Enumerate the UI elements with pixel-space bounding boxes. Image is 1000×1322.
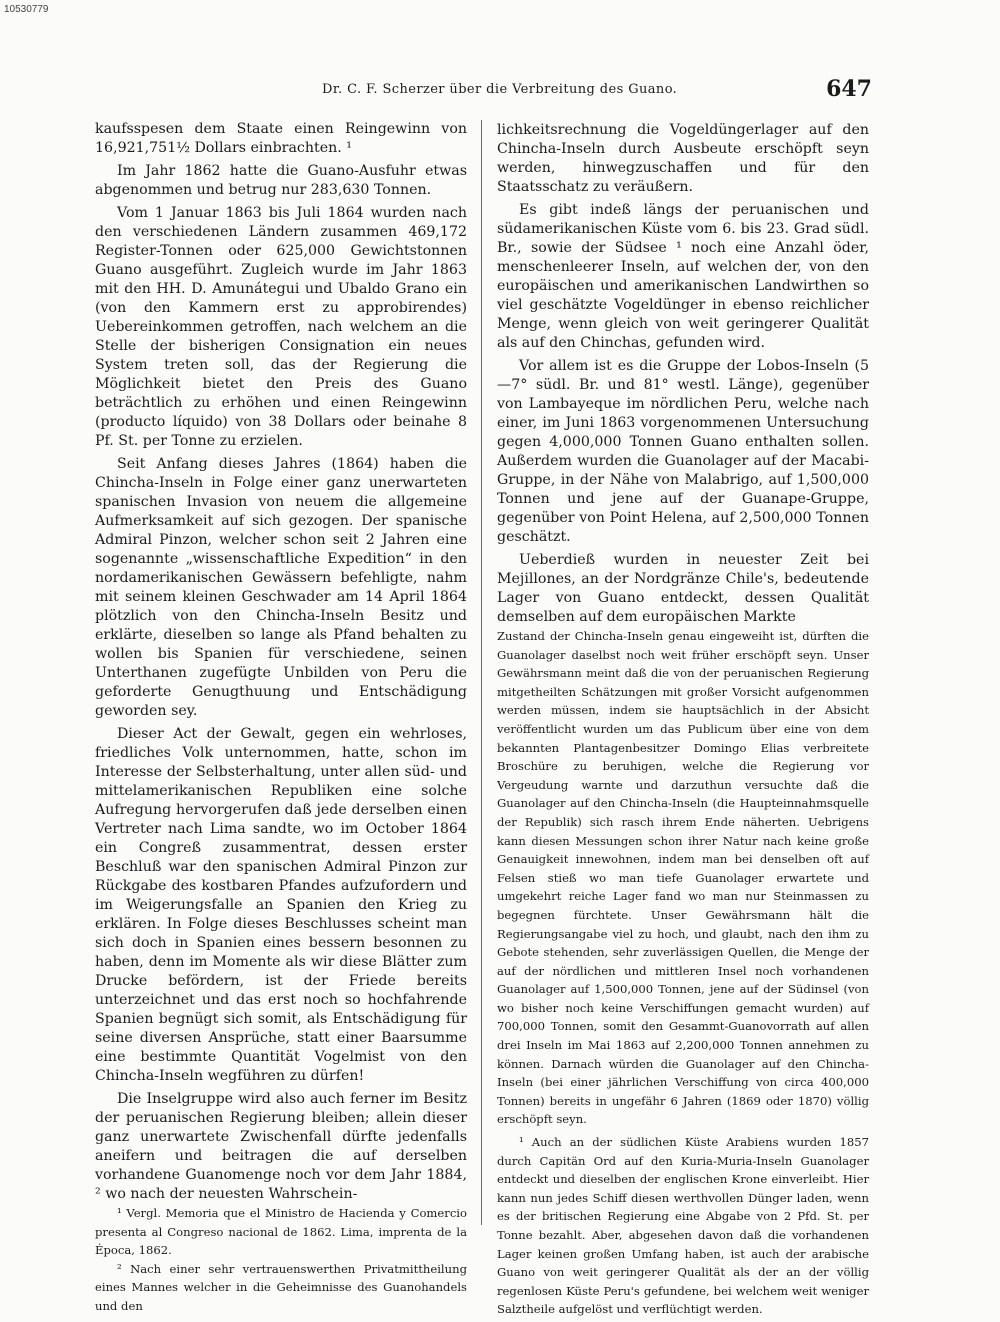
left-footnote-2: ² Nach einer sehr vertrauenswerthen Privatmittheilung eines Mannes welcher in die Geheimnisse des Guanohandels und den [95, 1261, 467, 1313]
right-paragraph-2: Es gibt indeß längs der peruanischen und südamerikanischen Küste vom 6. bis 23. Grad südl. Br., sowie der Südsee ¹ noch eine Anzahl öder, menschenleerer Inseln, auf welchen der, von den europäischen und amerikanischen Landwirthen so viel geschätzte Vogeldünger in ebenso reichlicher Menge, wenn gleich von weit geringerer Qualität als auf den Chinchas, gefunden wird. [497, 202, 869, 351]
left-column [95, 120, 467, 1316]
page-header [90, 76, 880, 102]
left-paragraph-2: Im Jahr 1862 hatte die Guano-Ausfuhr etwas abgenommen und betrug nur 283,630 Tonnen. [95, 163, 467, 198]
left-paragraph-1: kaufsspesen dem Staate einen Reingewinn von 16,921,751½ Dollars einbrachten. ¹ [95, 121, 467, 156]
right-footnote-1: ¹ Auch an der südlichen Küste Arabiens wurden 1857 durch Capitän Ord auf den Kuria-Muria-Inseln Guanolager entdeckt und dieselben der englischen Krone einverleibt. Hier kann nun jedes Schiff diesen werthvollen Dünger laden, wenn es der britischen Regierung eine Abgabe von 2 Pfd. St. per Tonne bezahlt. Aber, abgesehen davon daß die vorhandenen Lager keinen großen Umfang haben, ist auch der arabische Guano von weit geringerer Qualität als der an der völlig regenlosen Küste Peru's gefundene, bei welchem weit weniger Salztheile aufgelöst und verflüchtigt werden. [497, 1135, 869, 1317]
left-paragraph-6: Die Inselgruppe wird also auch ferner im Besitz der peruanischen Regierung bleiben; allein dieser ganz unerwartete Zwischenfall dürfte jedenfalls aneifern und beitragen die auf derselben vorhandene Guanomenge noch vor dem Jahr 1884, ² wo nach der neuesten Wahrschein- [95, 1091, 467, 1202]
left-footnote-1: ¹ Vergl. Memoria que el Ministro de Hacienda y Comercio presenta al Congreso nacional de 1862. Lima, imprenta de la Época, 1862. [95, 1206, 467, 1258]
scan-id-label: 10530779 [4, 4, 49, 15]
column-divider [481, 120, 482, 1225]
page-number: 647 [826, 76, 872, 102]
right-column [497, 121, 869, 1319]
left-paragraph-4: Seit Anfang dieses Jahres (1864) haben die Chincha-Inseln in Folge einer ganz unerwarteten spanischen Invasion von neuem die allgemeine Aufmerksamkeit auf sich gezogen. Der spanische Admiral Pinzon, welcher schon seit 2 Jahren eine sogenannte „wissenschaftliche Expedition“ in den nordamerikanischen Gewässern befehligte, nahm mit seinem kleinen Geschwader am 14 April 1864 plötzlich von den Chincha-Inseln Besitz und erklärte, dieselben so lange als Pfand behalten zu wollen bis Spanien für verschiedene, seinen Unterthanen zugefügte Unbilden von Peru die geforderte Genugthuung und Entschädigung geworden sey. [95, 456, 467, 719]
right-footnote-continuation: Zustand der Chincha-Inseln genau eingeweiht ist, dürften die Guanolager daselbst noch weit früher erschöpft seyn. Unser Gewährsmann meint daß die von der peruanischen Regierung mitgetheilten Schätzungen mit großer Vorsicht aufgenommen werden müssen, indem sie hauptsächlich in der Absicht veröffentlicht wurden um das Publicum über eine von dem bekannten Plantagenbesitzer Domingo Elias verbreitete Broschüre zu beruhigen, welche die Regierung vor Vergeudung warnte und darzuthun versuchte daß die Guanolager auf den Chincha-Inseln (die Haupteinnahmsquelle der Republik) sich rasch ihrem Ende näherten. Uebrigens kann diesen Messungen schon ihrer Natur nach keine große Genauigkeit innewohnen, indem man bei denselben oft auf Felsen stieß wo man tiefe Guanolager erwartete und umgekehrt reiche Lager fand wo man nur Steinmassen zu begegnen fürchtete. Unser Gewährsmann hält die Regierungsangabe viel zu hoch, und glaubt, nach den ihm zu Gebote stehenden, sehr zuverlässigen Quellen, die Menge der auf der nördlichen und mittleren Insel noch vorhandenen Guanolager auf 1,500,000 Tonnen, jene auf der Südinsel (von wo bisher noch keine Verschiffungen gemacht wurden) auf 700,000 Tonnen, somit den Gesammt-Guanovorrath auf allen drei Inseln im Mai 1863 auf 2,200,000 Tonnen annehmen zu können. Darnach würden die Guanolager auf den Chincha-Inseln (bei einer jährlichen Verschiffung von circa 400,000 Tonnen) bereits in ungefähr 6 Jahren (1869 oder 1870) völlig erschöpft seyn. [497, 629, 869, 1127]
right-paragraph-1: lichkeitsrechnung die Vogeldüngerlager auf den Chincha-Inseln durch Ausbeute erschöpft seyn werden, hinwegzuschaffen und für den Staatsschatz zu veräußern. [497, 122, 869, 195]
running-title: Dr. C. F. Scherzer über die Verbreitung des Guano. [322, 82, 678, 97]
right-paragraph-4: Ueberdieß wurden in neuester Zeit bei Mejillones, an der Nordgränze Chile's, bedeutende Lager von Guano entdeckt, dessen Qualität demselben auf dem europäischen Markte [497, 552, 869, 625]
right-paragraph-3: Vor allem ist es die Gruppe der Lobos-Inseln (5—7° südl. Br. und 81° westl. Länge), gegenüber von Lambayeque im nördlichen Peru, welche nach einer, im Juni 1863 vorgenommenen Untersuchung gegen 4,000,000 Tonnen Guano enthalten sollen. Außerdem wurden die Guanolager auf der Macabi-Gruppe, in der Nähe von Malabrigo, auf 1,500,000 Tonnen und jene auf der Guanape-Gruppe, gegenüber von Point Helena, auf 2,500,000 Tonnen geschätzt. [497, 358, 869, 545]
left-paragraph-3: Vom 1 Januar 1863 bis Juli 1864 wurden nach den verschiedenen Ländern zusammen 469,172 Register-Tonnen oder 625,000 Gewichtstonnen Guano ausgeführt. Zugleich wurde im Jahr 1863 mit den HH. D. Amunátegui und Ubaldo Grano ein (von den Kammern erst zu approbirendes) Uebereinkommen getroffen, nach welchem an die Stelle der bisherigen Consignation ein neues System treten soll, das der Regierung die Möglichkeit bietet den Preis des Guano beträchtlich zu erhöhen und einen Reingewinn (producto líquido) von 38 Dollars oder beinahe 8 Pf. St. per Tonne zu erzielen. [95, 205, 467, 449]
left-paragraph-5: Dieser Act der Gewalt, gegen ein wehrloses, friedliches Volk unternommen, hatte, schon im Interesse der Selbsterhaltung, unter allen süd- und mittelamerikanischen Republiken eine solche Aufregung hervorgerufen daß jede derselben einen Vertreter nach Lima sandte, wo im October 1864 ein Congreß zusammentrat, dessen erster Beschluß war den spanischen Admiral Pinzon zur Rückgabe des kostbaren Pfandes aufzufordern und im Weigerungsfalle an Spanien den Krieg zu erklären. In Folge dieses Beschlusses scheint man sich doch in Spanien eines bessern besonnen zu haben, denn im Momente als wir diese Blätter zum Drucke befördern, ist der Friede bereits unterzeichnet und das erst noch so hochfahrende Spanien begnügt sich somit, als Entschädigung für seine diversen Ansprüche, statt einer Baarsumme eine bestimmte Quantität Vogelmist von den Chincha-Inseln wegführen zu dürfen! [95, 726, 467, 1084]
